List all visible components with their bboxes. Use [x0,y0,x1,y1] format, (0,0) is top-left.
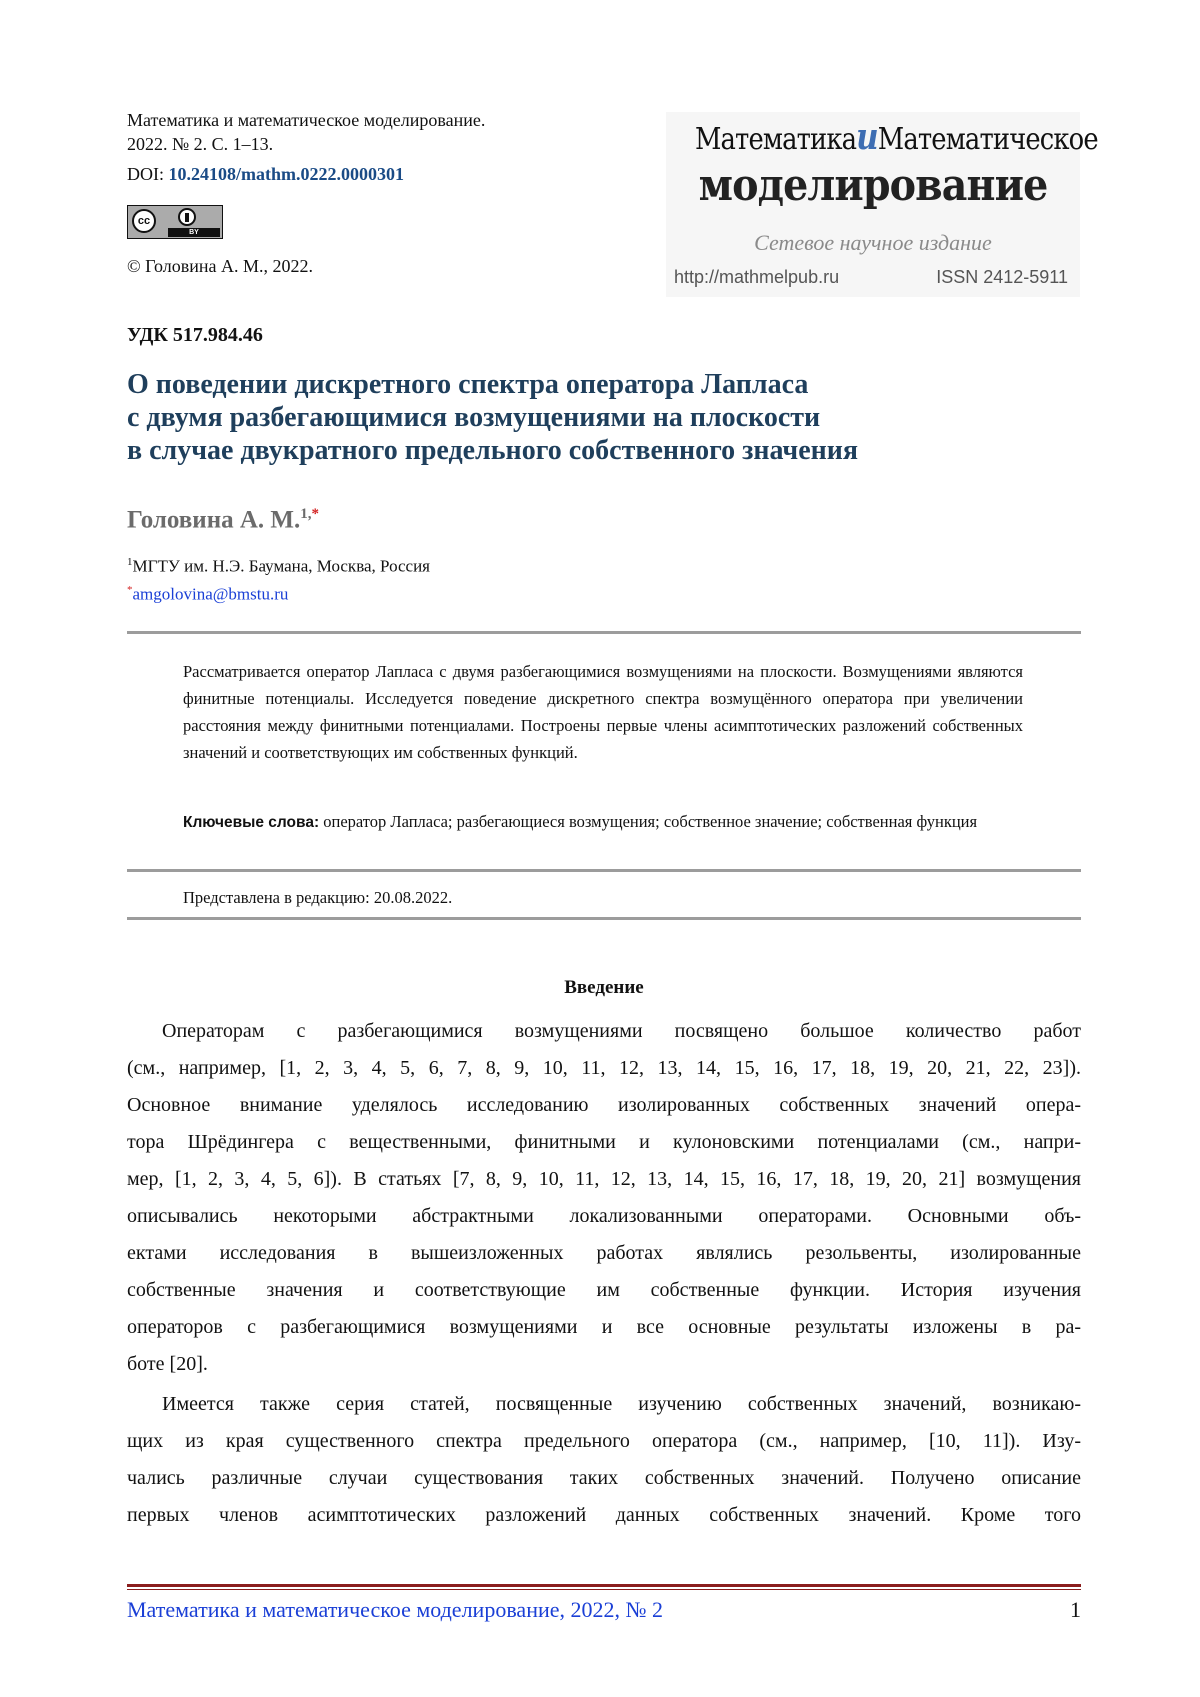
journal-logo [666,112,1080,297]
email-mark: * [127,584,133,596]
doi [127,164,404,185]
keywords-text: оператор Лапласа; разбегающиеся возмущения; собственное значение; собственная функция [319,812,977,831]
abstract-text: Рассматривается оператор Лапласа с двумя разбегающимися возмущениями на плоскости. Возмущениями являются финитные потенциалы. Исследуется поведение дискретного спектра возмущённого оператора при увеличении расстояния между финитными потенциалами. Построены первые члены асимптотических разложений собственных значений и соответствующих им собственных функций. [183,658,1023,766]
received-date: Представлена в редакцию: 20.08.2022. [183,888,452,908]
logo-word-3: моделирование [687,160,1060,211]
footer-journal[interactable]: Математика и математическое моделирование, 2022, № 2 [127,1597,663,1623]
cc-by-license-icon[interactable] [127,205,223,239]
paragraph-line: щих из края существенного спектра предельного оператора (см., например, [10, 11]). Изу- [127,1423,1081,1460]
copyright: © Головина А. М., 2022. [127,256,313,277]
paragraph-1 [127,1013,1081,1383]
abstract-top-rule [127,631,1081,634]
paragraph-line: тора Шрёдингера с вещественными, финитными и кулоновскими потенциалами (см., напри- [127,1124,1081,1161]
paragraph-line: чались различные случаи существования таких собственных значений. Получено описание [127,1460,1081,1497]
section-heading: Введение [127,977,1081,999]
paragraph-line: описывались некоторыми абстрактными локализованными операторами. Основными объ- [127,1198,1081,1235]
paragraph-line: (см., например, [1, 2, 3, 4, 5, 6, 7, 8, 9, 10, 11, 12, 13, 14, 15, 16, 17, 18, 19, 20, 21, 22, 23]). [127,1050,1081,1087]
abstract-bottom-rule [127,869,1081,872]
article-title [127,368,1087,467]
page-number: 1 [1070,1597,1081,1623]
journal-reference-line1: Математика и математическое моделирование. [127,108,587,132]
by-label: BY [168,228,220,237]
footer-rule [127,1584,1081,1587]
doi-link[interactable]: 10.24108/mathm.0222.0000301 [169,164,405,184]
logo-issn: ISSN 2412-5911 [936,267,1068,288]
email [127,584,288,605]
journal-reference-line2: 2022. № 2. С. 1–13. [127,132,587,156]
paragraph-line: боте [20]. [127,1346,1081,1383]
cc-icon: cc [132,209,156,233]
logo-word-2: Математическое [878,122,1098,157]
title-line-3: в случае двукратного предельного собственного значения [127,434,1087,467]
author [127,506,319,534]
paragraph-line: Операторам с разбегающимися возмущениями посвящено большое количество работ [127,1013,1081,1050]
title-line-1: О поведении дискретного спектра оператора Лапласа [127,368,1087,401]
logo-title-row [695,116,1051,158]
author-name: Головина А. М. [127,506,300,533]
keywords [183,808,1023,836]
paragraph-line: Основное внимание уделялось исследованию изолированных собственных значений опера- [127,1087,1081,1124]
udc-code: УДК 517.984.46 [127,324,263,347]
logo-subtitle: Сетевое научное издание [666,230,1080,256]
affiliation [127,556,430,577]
email-link[interactable]: amgolovina@bmstu.ru [133,585,289,604]
affiliation-mark: 1 [127,556,133,568]
attribution-icon [178,208,196,226]
paragraph-2 [127,1386,1081,1534]
paragraph-line: собственные значения и соответствующие им собственные функции. История изучения [127,1272,1081,1309]
paragraph-line: операторов с разбегающимися возмущениями и все основные результаты изложены в ра- [127,1309,1081,1346]
author-affil-mark: 1, [300,506,311,522]
logo-word-1: Математика [695,122,856,157]
header-end-rule [127,917,1081,920]
footer-rule-thin [127,1589,1081,1590]
title-line-2: с двумя разбегающимися возмущениями на плоскости [127,401,1087,434]
logo-ampersand: и [856,116,878,158]
affiliation-text: МГТУ им. Н.Э. Баумана, Москва, Россия [133,557,431,576]
article-page [0,0,1200,1697]
journal-reference [127,108,587,156]
author-corresponding-mark: * [312,506,320,522]
paragraph-line: мер, [1, 2, 3, 4, 5, 6]). В статьях [7, 8, 9, 10, 11, 12, 13, 14, 15, 16, 17, 18, 19, 20, 21] возмущения [127,1161,1081,1198]
keywords-label: Ключевые слова: [183,814,319,831]
paragraph-line: Имеется также серия статей, посвященные изучению собственных значений, возникаю- [127,1386,1081,1423]
paragraph-line: ектами исследования в вышеизложенных работах являлись резольвенты, изолированные [127,1235,1081,1272]
logo-url[interactable]: http://mathmelpub.ru [674,267,839,288]
doi-label: DOI: [127,164,169,184]
paragraph-line: первых членов асимптотических разложений данных собственных значений. Кроме того [127,1497,1081,1534]
